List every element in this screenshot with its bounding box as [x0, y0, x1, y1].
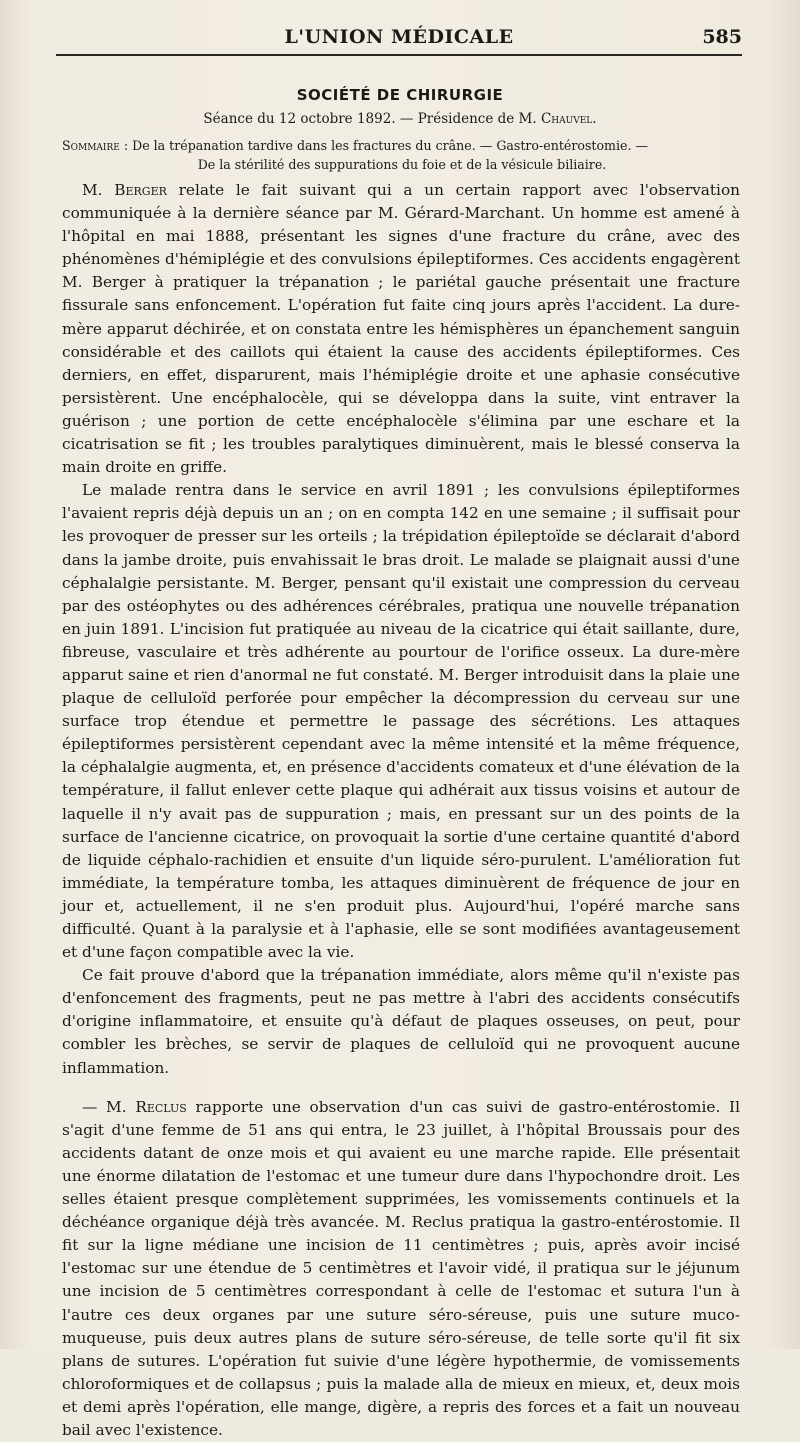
- session-prefix: Séance du 12 octobre 1892. — Présidence de M.: [203, 111, 541, 127]
- paragraph-text: rapporte une observation d'un cas suivi de gastro-entérostomie. Il s'agit d'une femme de 51 ans qui entra, le 23 juillet, à l'hôpital Broussais pour des accidents datant de onze mois et qui avaient eu une marche rapide. Elle présentait une énorme dilatation de l'estomac et une tumeur dure dans l'hypochondre droit. Les selles étaient presque complètement supprimées, les vomissements continuels et la déchéance organique déjà très avancée. M. Reclus pratiqua la gastro-entérostomie. Il fit sur la ligne médiane une incision de 11 centimètres ; puis, après avoir incisé l'estomac sur une étendue de 5 centimètres et l'avoir vidé, il pratiqua sur le jéjunum une incision de 5 centimètres correspondant à celle de l'estomac et sutura l'un à l'autre ces deux organes par une suture séro-séreuse, puis une suture muco-muqueuse, puis deux autres plans de suture séro-séreuse, de telle sorte qu'il fit six plans de sutures. L'opération fut suivie d'une légère hypothermie, de vomissements chloroformiques et de collapsus ; puis la malade alla de mieux en mieux, et, deux mois et demi après l'opération, elle mange, digère, a repris des forces et a fait un nouveau bail avec l'existence.: [62, 1097, 740, 1439]
- summary-topics: : De la trépanation tardive dans les fractures du crâne. — Gastro-entérostomie. —: [119, 138, 649, 153]
- session-president: Chauvel.: [540, 111, 597, 127]
- paragraph-prefix: — M.: [82, 1097, 136, 1116]
- section-title: SOCIÉTÉ DE CHIRURGIE: [296, 86, 504, 104]
- running-head: [56, 24, 742, 56]
- article-body: [62, 179, 740, 1442]
- paragraph-prefix: M.: [82, 181, 115, 199]
- summary-line-2: De la stérilité des suppurations du foie et de la vésicule biliaire.: [197, 157, 607, 172]
- paragraph-text: relate le fait suivant qui a un certain rapport avec l'observation communiquée à la dernière séance par M. Gérard-Marchant. Un homme est amené à l'hôpital en mai 1888, présentant les signes d'une fracture du crâne, avec des phénomènes d'hémiplégie et des convulsions épileptiformes. Ces accidents engagèrent M. Berger à pratiquer la trépanation ; le pariétal gauche présentait une fracture fissurale sans enfoncement. L'opération fut faite cinq jours après l'accident. La dure-mère apparut déchirée, et on constata entre les hémisphères un épanchement sanguin considérable et des caillots qui étaient la cause des accidents épileptiformes. Ces derniers, en effet, disparurent, mais l'hémiplégie droite et une aphasie consécutive persistèrent. Une encéphalocèle, qui se développa dans la suite, vint entraver la guérison ; une portion de cette encéphalocèle s'élimina par une eschare et la cicatrisation se fit ; les troubles paralytiques diminuèrent, mais le blessé conserva la main droite en griffe.: [62, 181, 741, 477]
- paragraph-conclusion: Ce fait prouve d'abord que la trépanation immédiate, alors même qu'il n'existe pas d'enfoncement des fragments, peut ne pas mettre à l'abri des accidents consécutifs d'origine inflammatoire, et ensuite qu'à défaut de plaques osseuses, on peut, pour combler les brèches, se servir de plaques de celluloïd qui ne provoquent aucune inflammation.: [62, 966, 740, 1077]
- summary-label: Sommaire: [62, 138, 120, 153]
- page-number: 585: [702, 26, 742, 48]
- paragraph-second-trepanation: Le malade rentra dans le service en avril 1891 ; les convulsions épileptiformes l'avaient repris déjà depuis un an ; on en compta 142 en une semaine ; il suffisait pour les provoquer de presser sur les orteils ; la trépidation épileptoïde se déclarait d'abord dans la jambe droite, puis envahissait le bras droit. Le malade se plaignait aussi d'une céphalalgie persistante. M. Berger, pensant qu'il existait une compression du cerveau par des ostéophytes ou des adhérences cérébrales, pratiqua une nouvelle trépanation en juin 1891. L'incision fut pratiquée au niveau de la cicatrice qui était saillante, dure, fibreuse, vasculaire et très adhérente au pourtour de l'orifice osseux. La dure-mère apparut saine et rien d'anormal ne fut constaté. M. Berger introduisit dans la plaie une plaque de celluloïd perforée pour empêcher la décompression du cerveau sur une surface trop étendue et permettre le passage des sécrétions. Les attaques épileptiformes persistèrent cependant avec la même intensité et la même fréquence, la céphalalgie augmenta, et, en présence d'accidents comateux et d'une élévation de la température, il fallut enlever cette plaque qui adhérait aux tissus voisins et autour de laquelle il n'y avait pas de suppuration ; mais, en pressant sur un des points de la surface de l'ancienne cicatrice, on provoquait la sortie d'une certaine quantité d'abord de liquide céphalo-rachidien et ensuite d'un liquide séro-purulent. L'amélioration fut immédiate, la température tomba, les attaques diminuèrent de fréquence de jour en jour et, actuellement, il ne s'en produit plus. Aujourd'hui, l'opéré marche sans difficulté. Quant à la paralysie et à l'aphasie, elle se sont modifiées avantageusement et d'une façon compatible avec la vie.: [62, 481, 740, 962]
- paragraph-reclus: [62, 1096, 740, 1442]
- summary: [62, 136, 742, 174]
- paragraph-berger: [62, 179, 740, 479]
- speaker-name: Berger: [114, 181, 167, 199]
- running-title: L'UNION MÉDICALE: [284, 26, 514, 48]
- session-line: [0, 111, 800, 127]
- speaker-name: Reclus: [135, 1097, 187, 1116]
- summary-line-1: [62, 136, 742, 155]
